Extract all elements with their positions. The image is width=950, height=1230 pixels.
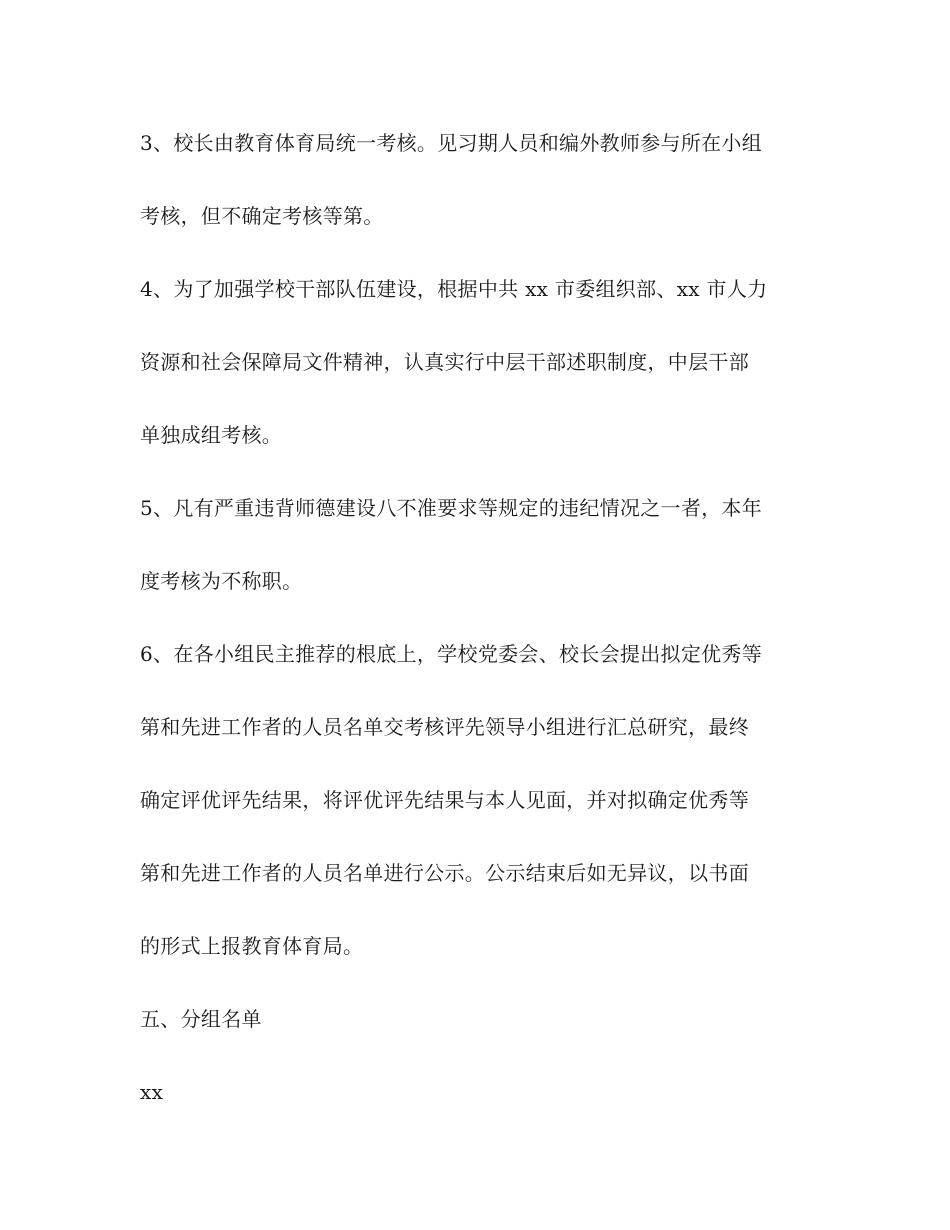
paragraph-5-line-2: 度考核为不称职。: [140, 569, 303, 593]
paragraph-3-line-1: 3、校长由教育体育局统一考核。见习期人员和编外教师参与所在小组: [140, 131, 763, 155]
paragraph-3-line-2: 考核，但不确定考核等第。: [140, 204, 384, 228]
paragraph-6-line-2: 第和先进工作者的人员名单交考核评先领导小组进行汇总研究，最终: [140, 715, 749, 739]
paragraph-6-line-5: 的形式上报教育体育局。: [140, 934, 364, 958]
paragraph-5-line-1: 5、凡有严重违背师德建设八不准要求等规定的违纪情况之一者，本年: [140, 496, 763, 520]
group-name-xx: xx: [140, 1080, 164, 1104]
paragraph-6-line-3: 确定评优评先结果，将评优评先结果与本人见面，并对拟确定优秀等: [140, 788, 749, 812]
section-heading-groups: 五、分组名单: [140, 1007, 262, 1031]
paragraph-6-line-1: 6、在各小组民主推荐的根底上，学校党委会、校长会提出拟定优秀等: [140, 642, 763, 666]
paragraph-4-line-2: 资源和社会保障局文件精神，认真实行中层干部述职制度，中层干部: [140, 350, 749, 374]
paragraph-6-line-4: 第和先进工作者的人员名单进行公示。公示结束后如无异议，以书面: [140, 861, 749, 885]
paragraph-4-line-3: 单独成组考核。: [140, 423, 283, 447]
paragraph-4-line-1: 4、为了加强学校干部队伍建设，根据中共 xx 市委组织部、xx 市人力: [140, 277, 768, 301]
